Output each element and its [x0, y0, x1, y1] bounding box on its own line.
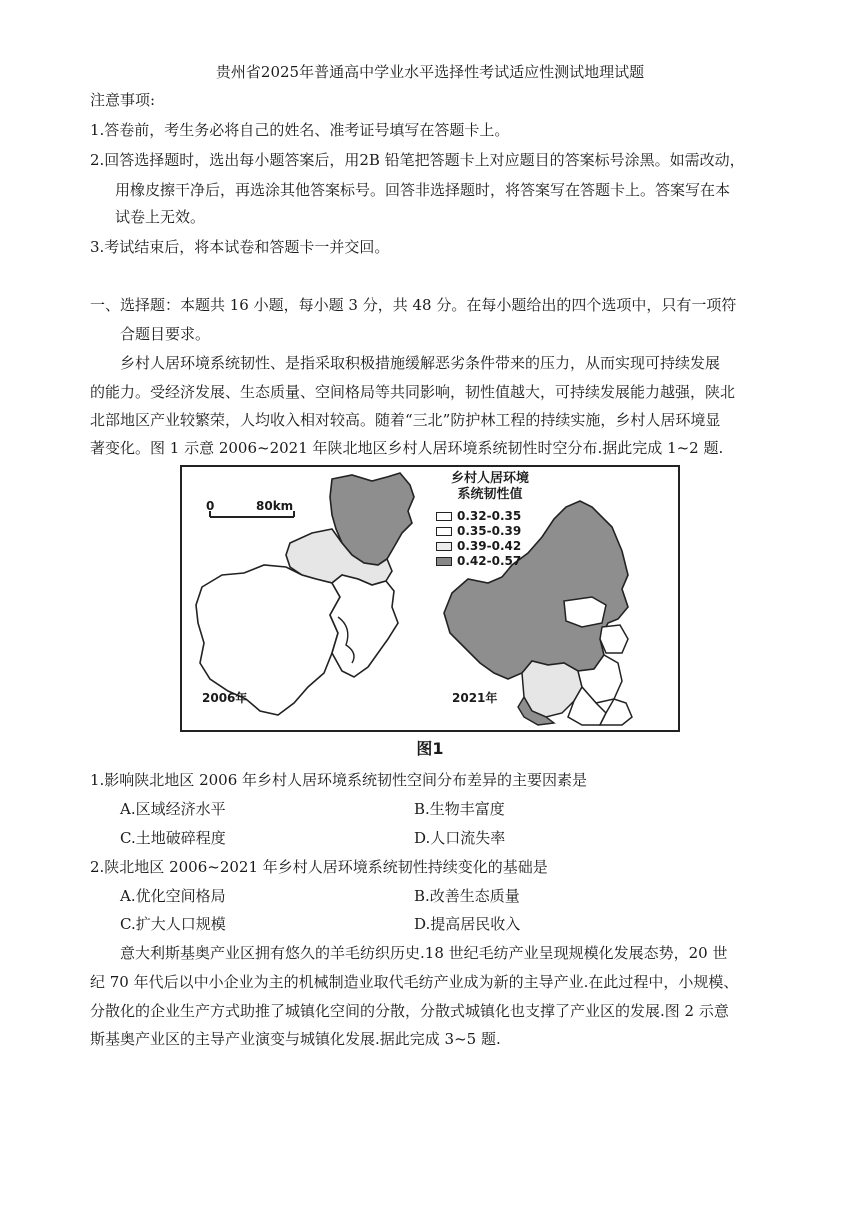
passage-1-line-1: 乡村人居环境系统韧性、是指采取积极措施缓解恶劣条件带来的压力，从而实现可持续发展 — [120, 354, 721, 372]
question-1-option-a: A.区域经济水平 — [120, 800, 226, 818]
notice-item-2-line-2: 用橡皮擦干净后，再选涂其他答案标号。回答非选择题时，将答案写在答题卡上。答案写在本 — [115, 181, 731, 199]
section-heading-line-2: 合题目要求。 — [120, 325, 211, 343]
question-2-option-c: C.扩大人口规模 — [120, 915, 226, 933]
legend-item: 0.42-0.57 — [436, 554, 521, 568]
passage-2-line-3: 分散化的企业生产方式助推了城镇化空间的分散，分散式城镇化也支撑了产业区的发展.图 2 示意 — [90, 1002, 729, 1020]
question-1-option-b: B.生物丰富度 — [414, 800, 505, 818]
map-2021-label: 2021年 — [452, 691, 498, 705]
legend-swatch — [436, 527, 452, 536]
question-1-option-d: D.人口流失率 — [414, 829, 506, 847]
scale-zero-label: 0 — [206, 499, 215, 513]
notice-item-1: 1.答卷前，考生务必将自己的姓名、准考证号填写在答题卡上。 — [90, 121, 510, 139]
map-2006-southeast-region — [330, 575, 398, 677]
map-2021-east-district-1 — [564, 597, 606, 627]
notice-item-3: 3.考试结束后，将本试卷和答题卡一并交回。 — [90, 238, 390, 256]
legend-swatch — [436, 557, 452, 566]
map-2006-label: 2006年 — [202, 691, 248, 705]
passage-2-line-2: 纪 70 年代后以中小企业为主的机械制造业取代毛纺产业成为新的主导产业.在此过程中，小规模、 — [90, 973, 739, 991]
notice-item-2-line-3: 试卷上无效。 — [115, 208, 206, 226]
question-2-option-d: D.提高居民收入 — [414, 915, 521, 933]
notice-item-2-line-1: 2.回答选择题时，选出每小题答案后，用2B 铅笔把答题卡上对应题目的答案标号涂黑。如需改动， — [90, 151, 745, 169]
passage-2-line-1: 意大利斯基奥产业区拥有悠久的羊毛纺织历史.18 世纪毛纺产业呈现规模化发展态势，20 世 — [120, 944, 728, 962]
passage-1-line-4: 著变化。图 1 示意 2006~2021 年陕北地区乡村人居环境系统韧性时空分布.据此完成 1~2 题. — [90, 439, 724, 457]
map-2021-east-district-2 — [600, 625, 628, 653]
passage-2-line-4: 斯基奥产业区的主导产业演变与城镇化发展.据此完成 3~5 题. — [90, 1030, 501, 1048]
question-2-option-b: B.改善生态质量 — [414, 887, 520, 905]
passage-1-line-3: 北部地区产业较繁荣，人均收入相对较高。随着“三北”防护林工程的持续实施，乡村人居环境显 — [90, 411, 721, 429]
figure-1-caption: 图1 — [416, 739, 444, 758]
page-title: 贵州省2025年普通高中学业水平选择性考试适应性测试地理试题 — [215, 63, 645, 81]
legend-item: 0.32-0.35 — [436, 509, 521, 523]
scale-distance-label: 80km — [256, 499, 294, 513]
question-2-stem: 2.陕北地区 2006~2021 年乡村人居环境系统韧性持续变化的基础是 — [90, 858, 548, 876]
legend-item: 0.39-0.42 — [436, 539, 521, 553]
question-2-option-a: A.优化空间格局 — [120, 887, 226, 905]
figure-1-map — [180, 465, 680, 732]
legend-item: 0.35-0.39 — [436, 524, 521, 538]
legend-swatch — [436, 542, 452, 551]
question-1-option-c: C.土地破碎程度 — [120, 829, 226, 847]
legend-swatch — [436, 512, 452, 521]
passage-1-line-2: 的能力。受经济发展、生态质量、空间格局等共同影响，韧性值越大，可持续发展能力越强，陕北 — [90, 383, 736, 401]
question-1-stem: 1.影响陕北地区 2006 年乡村人居环境系统韧性空间分布差异的主要因素是 — [90, 771, 588, 789]
notice-heading: 注意事项: — [90, 91, 156, 109]
section-heading-line-1: 一、选择题：本题共 16 小题，每小题 3 分，共 48 分。在每小题给出的四个选项中，只有一项符 — [90, 296, 737, 314]
legend-title-line-1: 乡村人居环境 — [450, 471, 529, 486]
legend-title-line-2: 系统韧性值 — [457, 487, 523, 502]
